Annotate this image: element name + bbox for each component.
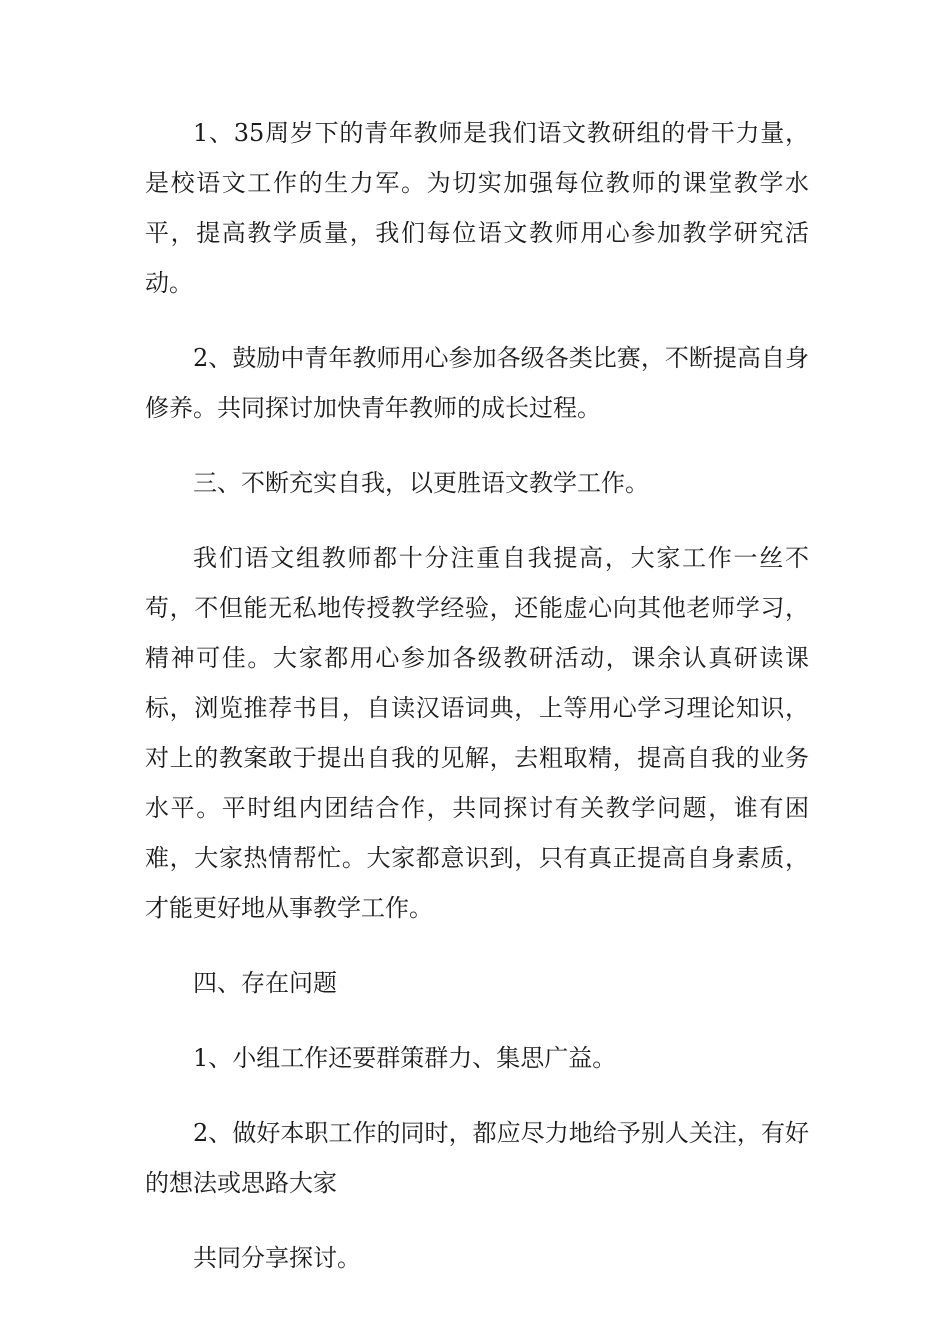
paragraph-problem-2-continued: 共同分享探讨。 (193, 1244, 361, 1272)
paragraph-self-improvement: 我们语文组教师都十分注重自我提高，大家工作一丝不苟，不但能无私地传授教学经验，还能虚心向其他老师学习，精神可佳。大家都用心参加各级教研活动，课余认真研读课标，浏览推荐书目，自读汉语词典，上等用心学习理论知识，对上的教案敢于提出自我的见解，去粗取精，提高自我的业务水平。平时组内团结合作，共同探讨有关教学问题，谁有困难，大家热情帮忙。大家都意识到，只有真正提高自身素质，才能更好地从事教学工作。 (145, 544, 809, 922)
paragraph-problem-2: 2、做好本职工作的同时，都应尽力地给予别人关注，有好的想法或思路大家 (145, 1119, 809, 1197)
section-heading-problems: 四、存在问题 (193, 969, 337, 997)
document-body (145, 108, 809, 1308)
paragraph-problem-1: 1、小组工作还要群策群力、集思广益。 (193, 1044, 617, 1072)
paragraph-competitions: 2、鼓励中青年教师用心参加各级各类比赛，不断提高自身修养。共同探讨加快青年教师的成长过程。 (145, 344, 809, 422)
paragraph-young-teachers: 1、35周岁下的青年教师是我们语文教研组的骨干力量，是校语文工作的生力军。为切实加强每位教师的课堂教学水平，提高教学质量，我们每位语文教师用心参加教学研究活动。 (145, 119, 809, 297)
section-heading-self-improvement: 三、不断充实自我，以更胜语文教学工作。 (193, 469, 649, 497)
